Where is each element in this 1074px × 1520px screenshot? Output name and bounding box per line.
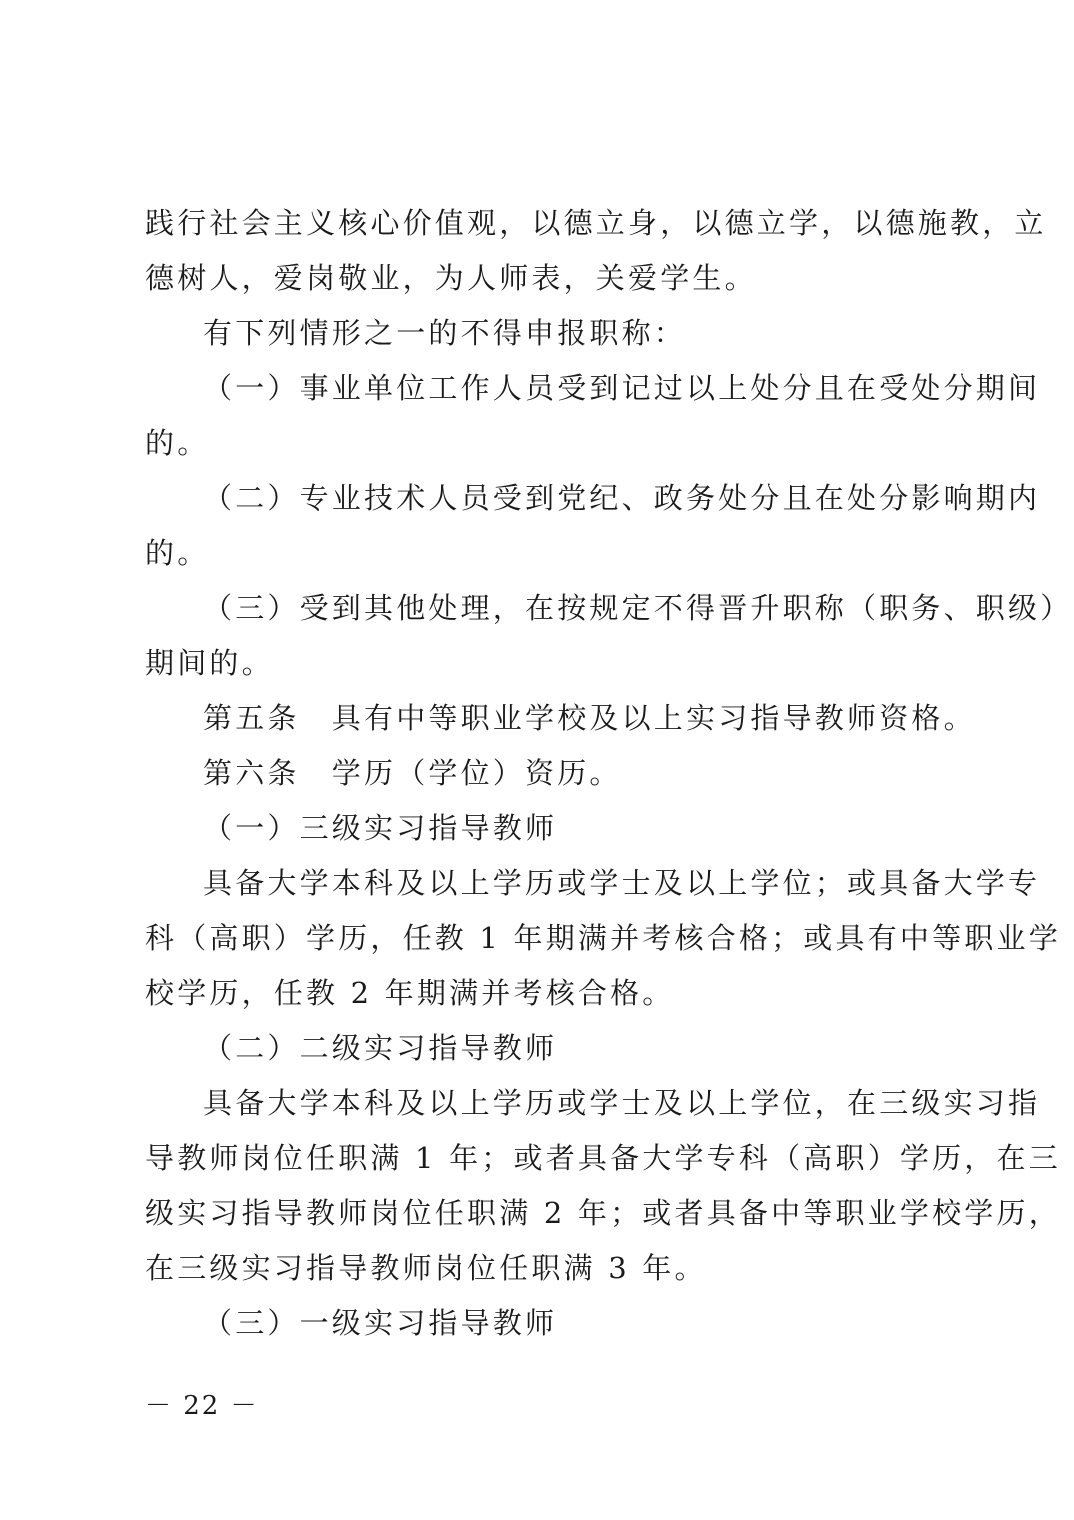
body-text-line: 德树人，爱岗敬业，为人师表，关爱学生。 [145, 261, 757, 295]
body-text-line: 导教师岗位任职满 1 年；或者具备大学专科（高职）学历，在三 [145, 1141, 1061, 1175]
body-text-line: 期间的。 [145, 646, 274, 680]
article-heading: 第五条 具有中等职业学校及以上实习指导教师资格。 [203, 701, 976, 735]
body-text-line: 具备大学本科及以上学历或学士及以上学位，在三级实习指 [203, 1086, 1041, 1120]
body-text-line: （一）事业单位工作人员受到记过以上处分且在受处分期间 [203, 371, 1041, 405]
body-text-line: 级实习指导教师岗位任职满 2 年；或者具备中等职业学校学历， [145, 1196, 1061, 1230]
body-text-line: 有下列情形之一的不得申报职称： [203, 316, 687, 350]
body-text-line: 的。 [145, 536, 210, 570]
body-text-line: 校学历，任教 2 年期满并考核合格。 [145, 976, 675, 1010]
body-text-line: 在三级实习指导教师岗位任职满 3 年。 [145, 1251, 707, 1285]
body-text-line: （二）专业技术人员受到党纪、政务处分且在处分影响期内 [203, 481, 1041, 515]
article-heading: 第六条 学历（学位）资历。 [203, 756, 622, 790]
body-text-line: 具备大学本科及以上学历或学士及以上学位；或具备大学专 [203, 866, 1041, 900]
section-heading: （三）一级实习指导教师 [203, 1306, 558, 1340]
body-text-line: （三）受到其他处理，在按规定不得晋升职称（职务、职级） [203, 591, 1073, 625]
page-number: － 22 － [145, 1391, 259, 1421]
section-heading: （一）三级实习指导教师 [203, 811, 558, 845]
body-text-line: 科（高职）学历，任教 1 年期满并考核合格；或具有中等职业学 [145, 921, 1061, 955]
body-text-line: 践行社会主义核心价值观，以德立身，以德立学，以德施教，立 [145, 206, 1047, 240]
body-text-line: 的。 [145, 426, 210, 460]
section-heading: （二）二级实习指导教师 [203, 1031, 558, 1065]
